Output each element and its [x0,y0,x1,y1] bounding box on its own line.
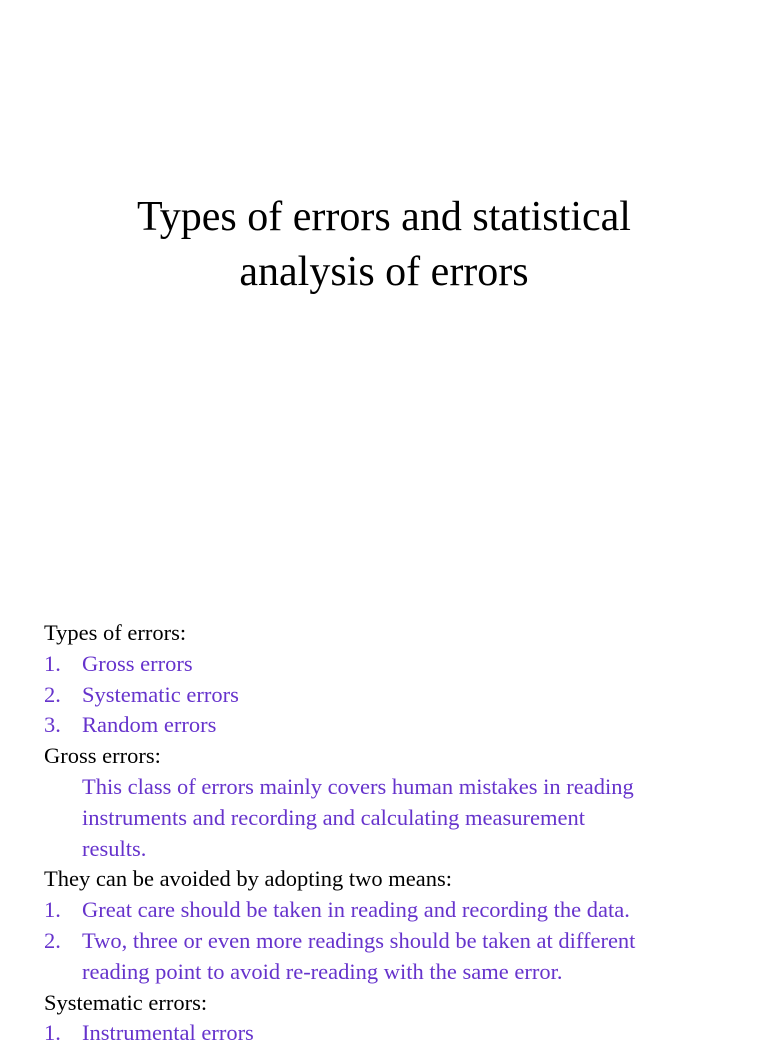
slide-title [0,190,768,300]
list-number: 2. [44,681,61,707]
systematic-list-item [44,1018,744,1049]
gross-heading: Gross errors: [44,743,161,769]
gross-description-line: This class of errors mainly covers human mistakes in reading [82,773,634,799]
list-item-text: Systematic errors [82,681,239,707]
list-item-text: reading point to avoid re-reading with the same error. [82,958,563,984]
types-list-item [44,710,744,741]
avoid-heading: They can be avoided by adopting two means: [44,866,453,892]
title-line-1: Types of errors and statistical [137,194,631,240]
types-list-item [44,680,744,711]
gross-description-line: results. [82,835,147,861]
avoid-list-item [44,926,744,988]
types-list-item [44,649,744,680]
list-number: 1. [44,650,61,676]
list-number: 1. [44,897,61,923]
list-item-text: Great care should be taken in reading and recording the data. [82,897,630,923]
list-item-text: Two, three or even more readings should be taken at different [82,927,636,953]
types-heading: Types of errors: [44,620,187,645]
list-item-text: Random errors [82,712,217,738]
avoid-list-item [44,895,744,926]
systematic-heading: Systematic errors: [44,989,208,1015]
gross-description-line: instruments and recording and calculating measurement [82,804,585,830]
slide-content [44,618,744,1049]
list-number: 2. [44,927,61,953]
list-item-text: Instrumental errors [82,1020,254,1046]
list-item-text: Gross errors [82,650,193,676]
title-line-2: analysis of errors [239,249,529,295]
list-number: 3. [44,712,61,738]
list-number: 1. [44,1020,61,1046]
